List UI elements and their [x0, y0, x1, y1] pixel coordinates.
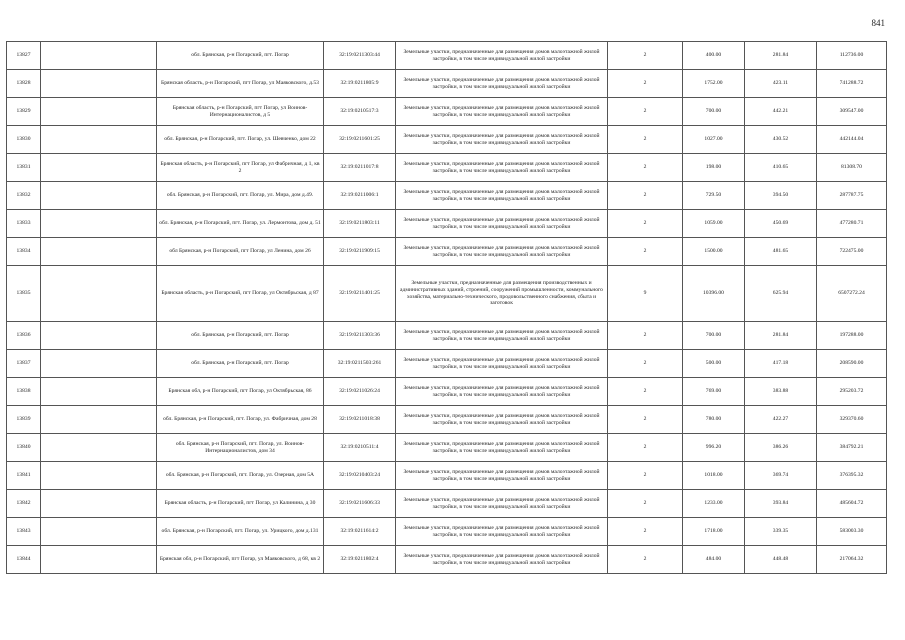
table-row	[7, 238, 887, 266]
empty-cell	[41, 518, 157, 546]
land-use-cell: Земельные участки, предназначенные для размещения домов малоэтажной жилой застройки, в том числе индивидуальной жилой застройки	[396, 378, 608, 406]
cadastral-value-cell: 329370.60	[817, 406, 887, 434]
land-use-cell: Земельные участки, предназначенные для размещения домов малоэтажной жилой застройки, в том числе индивидуальной жилой застройки	[396, 546, 608, 574]
row-number: 13830	[7, 126, 41, 154]
empty-cell	[41, 238, 157, 266]
specific-value-cell: 422.27	[745, 406, 817, 434]
specific-value-cell: 281.84	[745, 42, 817, 70]
specific-value-cell: 369.74	[745, 462, 817, 490]
group-cell: 2	[608, 350, 683, 378]
cadastral-number-cell: 32:19:0211026:24	[324, 378, 396, 406]
specific-value-cell: 386.26	[745, 434, 817, 462]
row-number: 13835	[7, 266, 41, 322]
specific-value-cell: 281.84	[745, 322, 817, 350]
area-cell: 1027.00	[683, 126, 745, 154]
land-use-cell: Земельные участки, предназначенные для размещения домов малоэтажной жилой застройки, в том числе индивидуальной жилой застройки	[396, 42, 608, 70]
cadastral-value-cell: 112736.00	[817, 42, 887, 70]
land-use-cell: Земельные участки, предназначенные для размещения домов малоэтажной жилой застройки, в том числе индивидуальной жилой застройки	[396, 182, 608, 210]
cadastral-value-cell: 384792.21	[817, 434, 887, 462]
area-cell: 500.00	[683, 350, 745, 378]
specific-value-cell: 450.69	[745, 210, 817, 238]
cadastral-value-cell: 485604.72	[817, 490, 887, 518]
group-cell: 2	[608, 42, 683, 70]
group-cell: 2	[608, 462, 683, 490]
row-number: 13839	[7, 406, 41, 434]
cadastral-value-cell: 477280.71	[817, 210, 887, 238]
empty-cell	[41, 490, 157, 518]
cadastral-number-cell: 32:19:0211503:261	[324, 350, 396, 378]
address-cell: обл Брянская, р-н Погарский, пгт Погар, ул Ленина, дом 26	[157, 238, 324, 266]
table-row	[7, 322, 887, 350]
cadastral-number-cell: 32:19:0211909:15	[324, 238, 396, 266]
specific-value-cell: 394.50	[745, 182, 817, 210]
address-cell: обл. Брянская, р-н Погарский, пгт. Погар, ул. Шевченко, дом 22	[157, 126, 324, 154]
empty-cell	[41, 42, 157, 70]
specific-value-cell: 448.48	[745, 546, 817, 574]
empty-cell	[41, 322, 157, 350]
table-row	[7, 70, 887, 98]
land-use-cell: Земельные участки, предназначенные для размещения домов малоэтажной жилой застройки, в том числе индивидуальной жилой застройки	[396, 210, 608, 238]
empty-cell	[41, 378, 157, 406]
land-use-cell: Земельные участки, предназначенные для размещения домов малоэтажной жилой застройки, в том числе индивидуальной жилой застройки	[396, 462, 608, 490]
address-cell: обл. Брянская, р-н Погарский, пгт. Погар, ул. Воинов-Интернационалистов, дом 34	[157, 434, 324, 462]
specific-value-cell: 625.94	[745, 266, 817, 322]
row-number: 13836	[7, 322, 41, 350]
land-use-cell: Земельные участки, предназначенные для размещения домов малоэтажной жилой застройки, в том числе индивидуальной жилой застройки	[396, 406, 608, 434]
specific-value-cell: 430.52	[745, 126, 817, 154]
area-cell: 780.00	[683, 406, 745, 434]
cadastral-number-cell: 32:19:0211601:25	[324, 126, 396, 154]
group-cell: 2	[608, 378, 683, 406]
table-body	[7, 42, 887, 574]
cadastral-value-cell: 722475.00	[817, 238, 887, 266]
land-use-cell: Земельные участки, предназначенные для размещения домов малоэтажной жилой застройки, в том числе индивидуальной жилой застройки	[396, 238, 608, 266]
row-number: 13831	[7, 154, 41, 182]
area-cell: 400.00	[683, 42, 745, 70]
address-cell: обл. Брянская, р-н Погарский, пгт. Погар, ул. Урицкого, дом д.131	[157, 518, 324, 546]
cadastral-number-cell: 32:19:0211018:38	[324, 406, 396, 434]
address-cell: Брянская область, р-н Погарский, пгт Погар, ул Октябрьская, д 87	[157, 266, 324, 322]
cadastral-number-cell: 32:19:0211303:44	[324, 42, 396, 70]
table-row	[7, 462, 887, 490]
group-cell: 2	[608, 70, 683, 98]
empty-cell	[41, 182, 157, 210]
cadastral-value-cell: 81308.70	[817, 154, 887, 182]
land-use-cell: Земельные участки, предназначенные для размещения домов малоэтажной жилой застройки, в том числе индивидуальной жилой застройки	[396, 434, 608, 462]
table-row	[7, 490, 887, 518]
area-cell: 198.00	[683, 154, 745, 182]
table-row	[7, 518, 887, 546]
specific-value-cell: 481.65	[745, 238, 817, 266]
cadastral-value-table	[6, 41, 887, 574]
cadastral-number-cell: 32:19:0210517:3	[324, 98, 396, 126]
specific-value-cell: 410.65	[745, 154, 817, 182]
cadastral-value-cell: 741288.72	[817, 70, 887, 98]
empty-cell	[41, 266, 157, 322]
area-cell: 484.00	[683, 546, 745, 574]
address-cell: Брянская обл, р-н Погарский, пгт Погар, ул Октябрьская, 86	[157, 378, 324, 406]
area-cell: 769.00	[683, 378, 745, 406]
cadastral-value-cell: 295203.72	[817, 378, 887, 406]
row-number: 13832	[7, 182, 41, 210]
cadastral-number-cell: 32:19:0210403:24	[324, 462, 396, 490]
area-cell: 729.50	[683, 182, 745, 210]
cadastral-number-cell: 32:19:0210511:4	[324, 434, 396, 462]
table-row	[7, 546, 887, 574]
group-cell: 2	[608, 546, 683, 574]
group-cell: 2	[608, 238, 683, 266]
row-number: 13843	[7, 518, 41, 546]
row-number: 13842	[7, 490, 41, 518]
address-cell: обл. Брянская, р-н Погарский, пгт. Погар, ул. Мира, дом д.49.	[157, 182, 324, 210]
table-row	[7, 210, 887, 238]
specific-value-cell: 442.21	[745, 98, 817, 126]
cadastral-value-cell: 376395.32	[817, 462, 887, 490]
row-number: 13829	[7, 98, 41, 126]
table-row	[7, 378, 887, 406]
address-cell: обл. Брянская, р-н Погарский, пгт. Погар	[157, 42, 324, 70]
row-number: 13833	[7, 210, 41, 238]
land-use-cell: Земельные участки, предназначенные для размещения производственных и административных зданий, строений, сооружений промышленности, коммунального хозяйства, материально-технического, продовольственного снабжения, сбыта и заготовок	[396, 266, 608, 322]
group-cell: 2	[608, 490, 683, 518]
group-cell: 2	[608, 126, 683, 154]
address-cell: Брянская область, р-н Погарский, пгт Погар, ул Калинина, д 30	[157, 490, 324, 518]
cadastral-number-cell: 32:19:0211803:11	[324, 210, 396, 238]
table-row	[7, 98, 887, 126]
specific-value-cell: 393.84	[745, 490, 817, 518]
land-use-cell: Земельные участки, предназначенные для размещения домов малоэтажной жилой застройки, в том числе индивидуальной жилой застройки	[396, 322, 608, 350]
area-cell: 10396.00	[683, 266, 745, 322]
cadastral-number-cell: 32:19:0211606:33	[324, 490, 396, 518]
empty-cell	[41, 406, 157, 434]
cadastral-number-cell: 32:19:0211303:36	[324, 322, 396, 350]
land-use-cell: Земельные участки, предназначенные для размещения домов малоэтажной жилой застройки, в том числе индивидуальной жилой застройки	[396, 518, 608, 546]
table-row	[7, 434, 887, 462]
empty-cell	[41, 434, 157, 462]
group-cell: 9	[608, 266, 683, 322]
group-cell: 2	[608, 182, 683, 210]
cadastral-value-cell: 197288.00	[817, 322, 887, 350]
group-cell: 2	[608, 406, 683, 434]
address-cell: Брянская обл, р-н Погарский, пгт Погар, ул Маяковского, д 68, кв 2	[157, 546, 324, 574]
cadastral-number-cell: 32:19:0211802:4	[324, 546, 396, 574]
group-cell: 2	[608, 210, 683, 238]
row-number: 13840	[7, 434, 41, 462]
empty-cell	[41, 350, 157, 378]
land-use-cell: Земельные участки, предназначенные для размещения домов малоэтажной жилой застройки, в том числе индивидуальной жилой застройки	[396, 154, 608, 182]
address-cell: обл. Брянская, р-н Погарский, пгт. Погар, ул. Фабричная, дом 28	[157, 406, 324, 434]
area-cell: 1500.00	[683, 238, 745, 266]
cadastral-value-cell: 309547.00	[817, 98, 887, 126]
address-cell: Брянская область, р-н Погарский, пгт Погар, ул Фабричная, д 1, кв 2	[157, 154, 324, 182]
area-cell: 1018.00	[683, 462, 745, 490]
table-row	[7, 406, 887, 434]
cadastral-number-cell: 32:19:0211805:9	[324, 70, 396, 98]
cadastral-value-cell: 442144.04	[817, 126, 887, 154]
group-cell: 2	[608, 154, 683, 182]
row-number: 13841	[7, 462, 41, 490]
row-number: 13828	[7, 70, 41, 98]
address-cell: обл. Брянская, р-н Погарский, пгт. Погар	[157, 322, 324, 350]
cadastral-value-cell: 583003.30	[817, 518, 887, 546]
empty-cell	[41, 154, 157, 182]
land-use-cell: Земельные участки, предназначенные для размещения домов малоэтажной жилой застройки, в том числе индивидуальной жилой застройки	[396, 70, 608, 98]
group-cell: 2	[608, 518, 683, 546]
address-cell: обл. Брянская, р-н Погарский, пгт. Погар, ул. Озерная, дом 5А	[157, 462, 324, 490]
area-cell: 700.00	[683, 322, 745, 350]
table-row	[7, 42, 887, 70]
specific-value-cell: 417.18	[745, 350, 817, 378]
group-cell: 2	[608, 434, 683, 462]
cadastral-number-cell: 32:19:0211006:1	[324, 182, 396, 210]
cadastral-value-cell: 287787.75	[817, 182, 887, 210]
empty-cell	[41, 70, 157, 98]
page-number: 841	[871, 18, 885, 28]
land-use-cell: Земельные участки, предназначенные для размещения домов малоэтажной жилой застройки, в том числе индивидуальной жилой застройки	[396, 98, 608, 126]
row-number: 13827	[7, 42, 41, 70]
empty-cell	[41, 546, 157, 574]
empty-cell	[41, 462, 157, 490]
cadastral-number-cell: 32:19:0211401:25	[324, 266, 396, 322]
empty-cell	[41, 210, 157, 238]
cadastral-value-cell: 6507272.24	[817, 266, 887, 322]
cadastral-value-cell: 217064.32	[817, 546, 887, 574]
land-use-cell: Земельные участки, предназначенные для размещения домов малоэтажной жилой застройки, в том числе индивидуальной жилой застройки	[396, 350, 608, 378]
group-cell: 2	[608, 322, 683, 350]
specific-value-cell: 383.88	[745, 378, 817, 406]
area-cell: 1233.00	[683, 490, 745, 518]
table-row	[7, 126, 887, 154]
empty-cell	[41, 126, 157, 154]
specific-value-cell: 423.11	[745, 70, 817, 98]
row-number: 13834	[7, 238, 41, 266]
area-cell: 996.20	[683, 434, 745, 462]
table-row	[7, 266, 887, 322]
row-number: 13837	[7, 350, 41, 378]
empty-cell	[41, 98, 157, 126]
address-cell: Брянская область, р-н Погарский, пгт Погар, ул Воинов-Интернационалистов, д 5	[157, 98, 324, 126]
land-use-cell: Земельные участки, предназначенные для размещения домов малоэтажной жилой застройки, в том числе индивидуальной жилой застройки	[396, 126, 608, 154]
land-use-cell: Земельные участки, предназначенные для размещения домов малоэтажной жилой застройки, в том числе индивидуальной жилой застройки	[396, 490, 608, 518]
table-row	[7, 182, 887, 210]
address-cell: Брянская область, р-н Погарский, пгт Погар, ул Маяковского, д.53	[157, 70, 324, 98]
cadastral-number-cell: 32:19:0211017:8	[324, 154, 396, 182]
address-cell: обл. Брянская, р-н Погарский, пгт. Погар	[157, 350, 324, 378]
address-cell: обл. Брянская, р-н Погарский, пгт. Погар, ул. Лермонтова, дом д. 51	[157, 210, 324, 238]
area-cell: 1752.00	[683, 70, 745, 98]
table-row	[7, 350, 887, 378]
area-cell: 1718.00	[683, 518, 745, 546]
area-cell: 1059.00	[683, 210, 745, 238]
cadastral-number-cell: 32:19:0211614:2	[324, 518, 396, 546]
cadastral-value-cell: 208590.00	[817, 350, 887, 378]
row-number: 13844	[7, 546, 41, 574]
table-row	[7, 154, 887, 182]
area-cell: 700.00	[683, 98, 745, 126]
group-cell: 2	[608, 98, 683, 126]
specific-value-cell: 339.35	[745, 518, 817, 546]
row-number: 13838	[7, 378, 41, 406]
